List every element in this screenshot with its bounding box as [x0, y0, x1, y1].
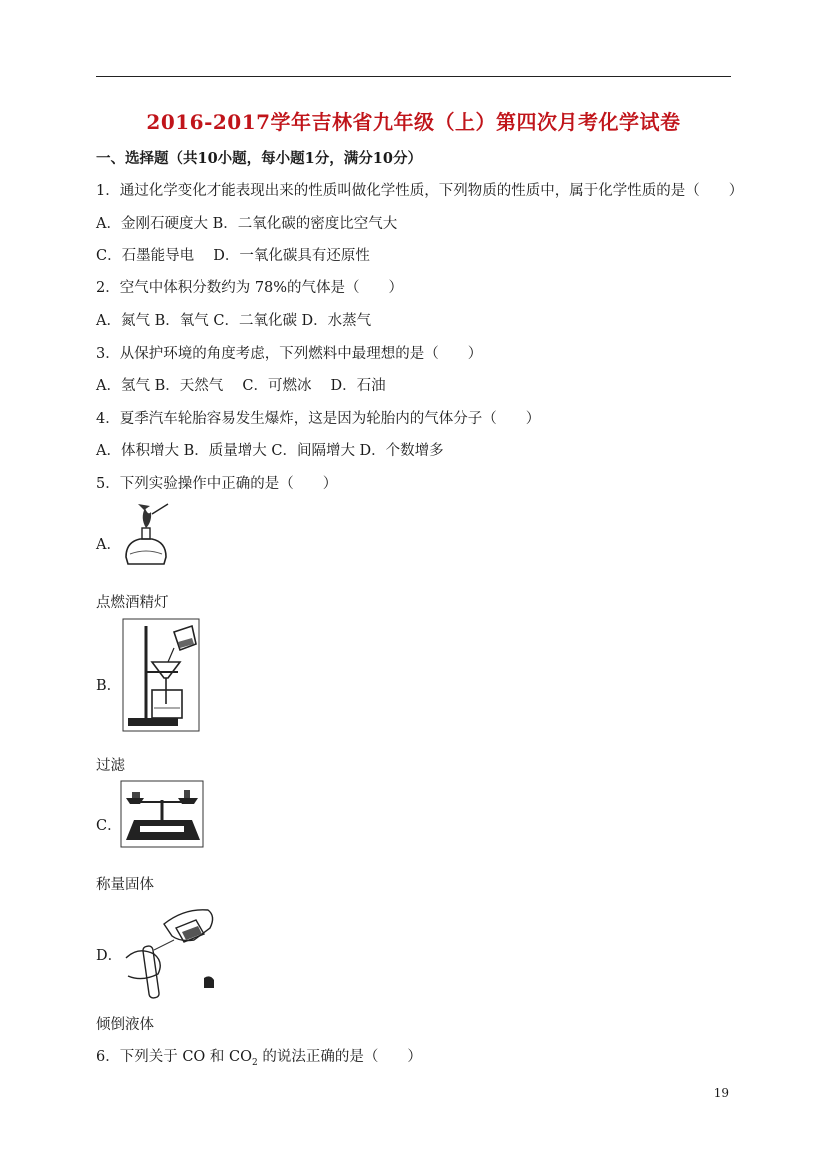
- q4-stem: 4．夏季汽车轮胎容易发生爆炸，这是因为轮胎内的气体分子（ ）: [96, 411, 541, 427]
- q6-stem-prefix: 6．下列关于 CO 和 CO: [96, 1049, 253, 1065]
- q2-options: A．氮气 B．氧气 C．二氧化碳 D．水蒸气: [96, 313, 372, 329]
- q5-c-label: C．: [96, 818, 122, 834]
- q1-options-1: A．金刚石硬度大 B．二氧化碳的密度比空气大: [96, 216, 398, 232]
- q5-c-caption: 称量固体: [96, 877, 154, 893]
- q6-stem-suffix: 的说法正确的是（ ）: [257, 1049, 422, 1065]
- q5-a-label: A．: [96, 537, 121, 553]
- q5-d-label: D．: [96, 948, 123, 964]
- filtration-figure: [122, 618, 200, 732]
- q6-stem: [96, 1048, 422, 1072]
- page-number: 19: [713, 1086, 729, 1100]
- q1-stem: 1．通过化学变化才能表现出来的性质叫做化学性质，下列物质的性质中，属于化学性质的是（ ）: [96, 183, 744, 199]
- pouring-liquid-figure: [124, 902, 218, 1000]
- exam-title: 2016-2017学年吉林省九年级（上）第四次月考化学试卷: [146, 110, 681, 134]
- header-rule: [96, 76, 731, 77]
- q5-d-caption: 倾倒液体: [96, 1017, 154, 1033]
- q5-b-label: B．: [96, 678, 122, 694]
- section-heading: 一、选择题（共10小题，每小题1分，满分10分）: [96, 150, 422, 167]
- balance-figure: [120, 780, 204, 848]
- alcohol-lamp-figure: [120, 502, 172, 570]
- q2-stem: 2．空气中体积分数约为 78%的气体是（ ）: [96, 280, 404, 296]
- q3-options: A．氢气 B．天然气 C．可燃冰 D．石油: [96, 378, 386, 394]
- q1-options-2: C．石墨能导电 D．一氧化碳具有还原性: [96, 248, 370, 264]
- q5-a-caption: 点燃酒精灯: [96, 595, 169, 611]
- q5-b-caption: 过滤: [96, 758, 125, 774]
- q3-stem: 3．从保护环境的角度考虑，下列燃料中最理想的是（ ）: [96, 346, 483, 362]
- q4-options: A．体积增大 B．质量增大 C．间隔增大 D．个数增多: [96, 443, 444, 459]
- q6-stem-subscript: 2: [252, 1057, 258, 1068]
- q5-stem: 5．下列实验操作中正确的是（ ）: [96, 476, 338, 492]
